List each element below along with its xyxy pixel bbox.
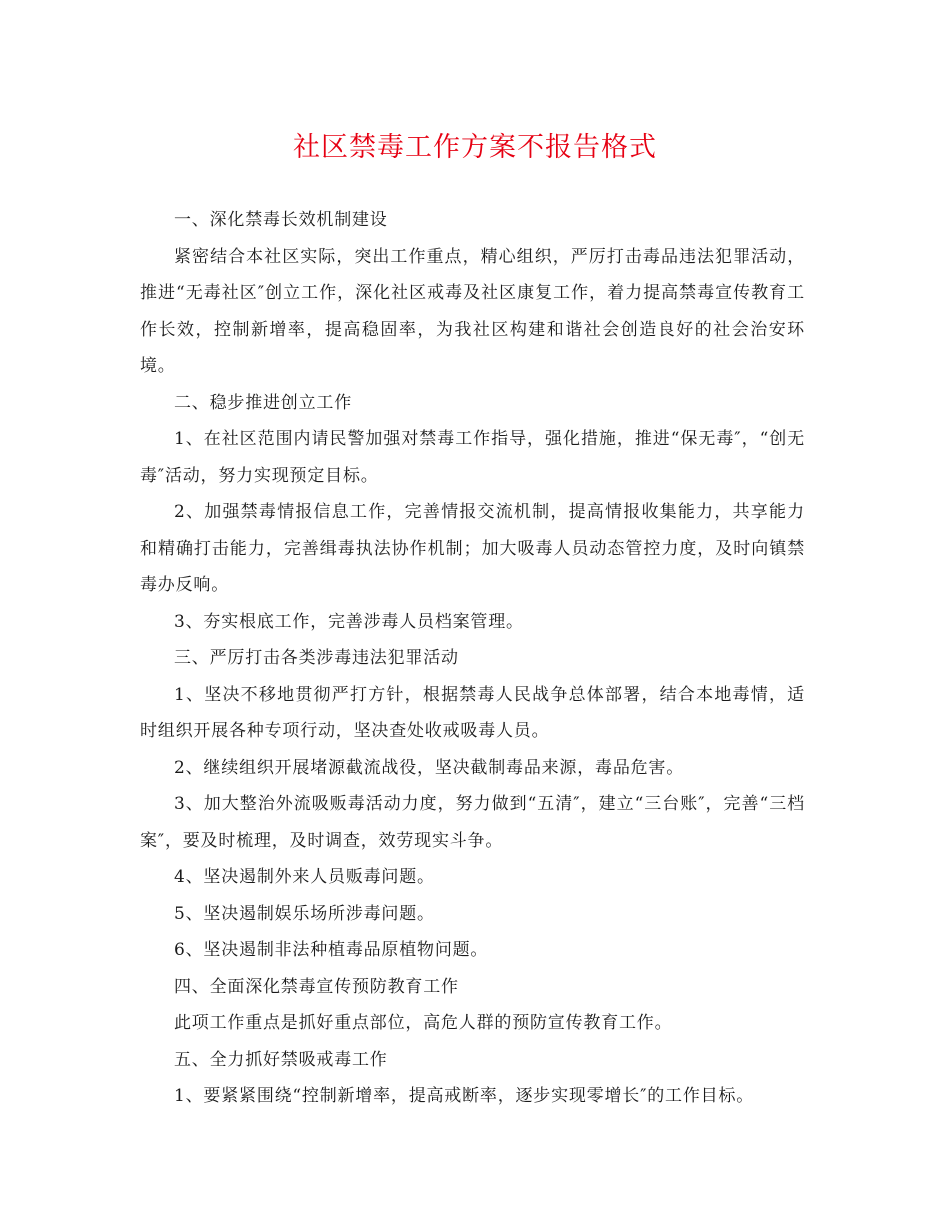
- paragraph: 6、坚决遏制非法种植毒品原植物问题。: [174, 940, 489, 960]
- section-heading-4: 四、全面深化禁毒宣传预防教育工作: [174, 976, 459, 997]
- paragraph: 3、加大整治外流吸贩毒活动力度，努力做到“五清″，建立“三台账″，完善“三档案″，要及时梳理，及时调查，效劳现实斗争。: [140, 794, 805, 851]
- paragraph: 2、加强禁毒情报信息工作，完善情报交流机制，提高情报收集能力，共享能力和精确打击能力，完善缉毒执法协作机制；加大吸毒人员动态管控力度，及时向镇禁毒办反响。: [140, 502, 805, 595]
- section-heading-3: 三、严厉打击各类涉毒违法犯罪活动: [174, 648, 459, 668]
- paragraph: 1、要紧紧围绕“控制新增率，提高戒断率，逐步实现零增长″的工作目标。: [174, 1086, 755, 1106]
- paragraph: 5、坚决遏制娱乐场所涉毒问题。: [174, 903, 435, 924]
- paragraph: 此项工作重点是抓好重点部位，高危人群的预防宣传教育工作。: [174, 1013, 673, 1033]
- document-body: [140, 202, 805, 1115]
- paragraph: 1、坚决不移地贯彻严打方针，根据禁毒人民战争总体部署，结合本地毒情，适时组织开展各种专项行动，坚决查处收戒吸毒人员。: [140, 684, 805, 741]
- paragraph: 2、继续组织开展堵源截流战役，坚决截制毒品来源，毒品危害。: [174, 757, 685, 778]
- document-title: 社区禁毒工作方案不报告格式: [293, 132, 657, 163]
- paragraph: 3、夯实根底工作，完善涉毒人员档案管理。: [174, 611, 524, 632]
- section-heading-2: 二、稳步推进创立工作: [174, 392, 352, 413]
- paragraph: 1、在社区范围内请民警加强对禁毒工作指导，强化措施，推进“保无毒″，“创无毒″活动，努力实现预定目标。: [140, 429, 805, 486]
- section-heading-1: 一、深化禁毒长效机制建设: [174, 210, 388, 230]
- paragraph: 紧密结合本社区实际，突出工作重点，精心组织，严厉打击毒品违法犯罪活动，推进“无毒社区″创立工作，深化社区戒毒及社区康复工作，着力提高禁毒宣传教育工作长效，控制新增率，提高稳固率，为我社区构建和谐社会创造良好的社会治安环境。: [140, 246, 805, 376]
- paragraph: 4、坚决遏制外来人员贩毒问题。: [174, 867, 435, 887]
- section-heading-5: 五、全力抓好禁吸戒毒工作: [174, 1049, 388, 1070]
